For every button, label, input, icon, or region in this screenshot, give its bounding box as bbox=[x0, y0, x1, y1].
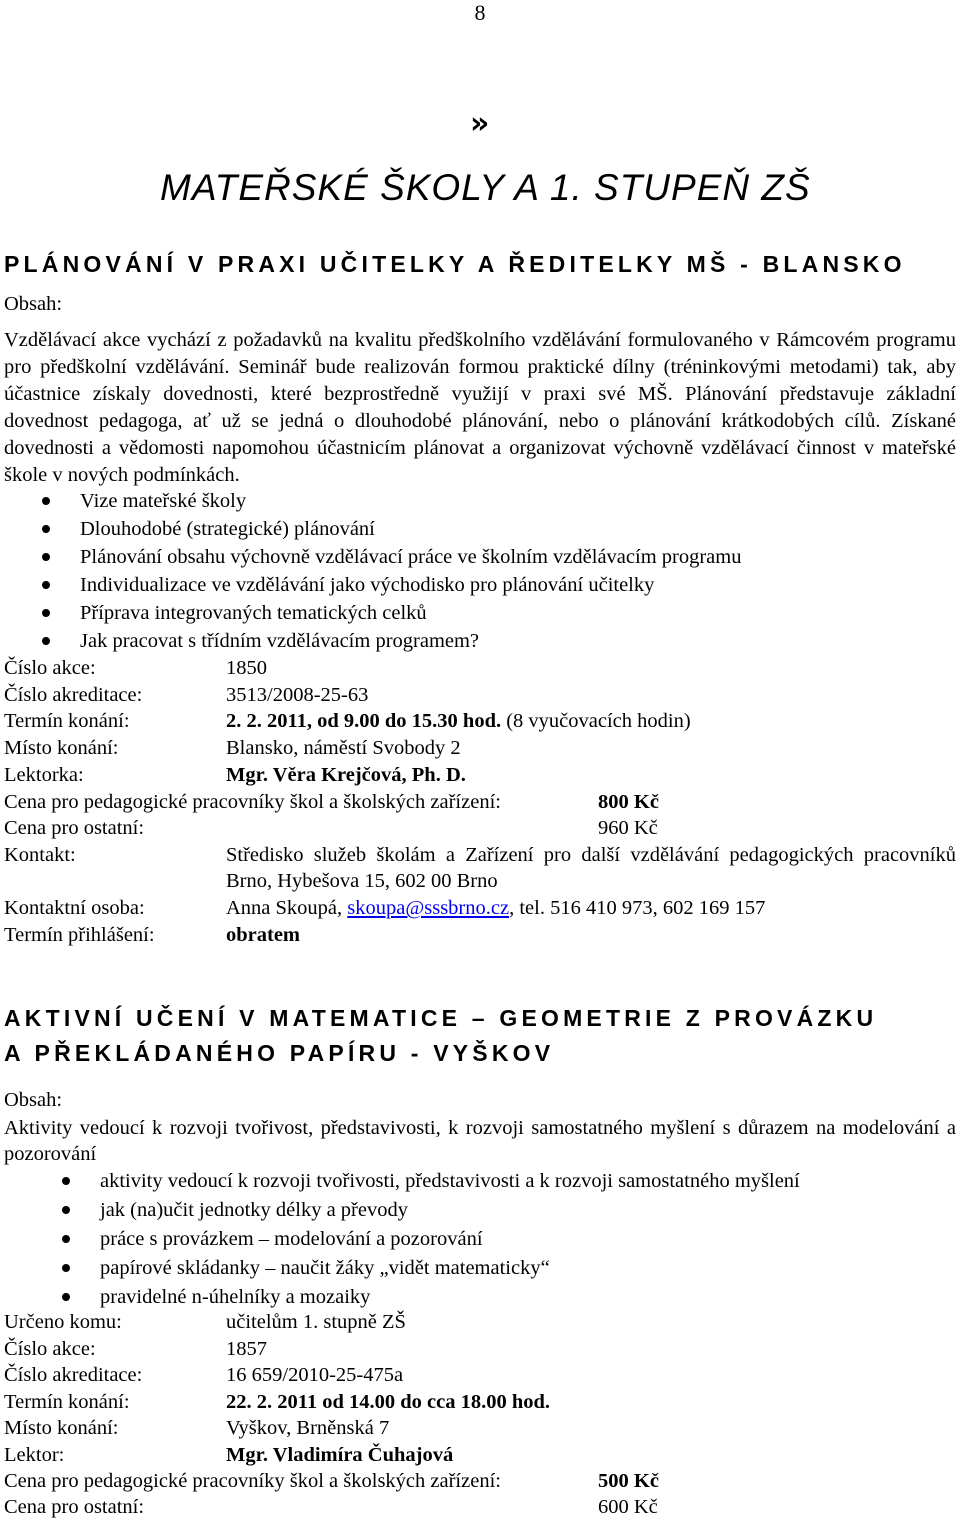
action-number-label: Číslo akce: bbox=[4, 1338, 96, 1360]
date-label: Termín konání: bbox=[4, 1391, 130, 1413]
price-other: 960 Kč bbox=[598, 817, 658, 839]
list-item: Plánování obsahu výchovně vzdělávací práce ve školním vzdělávacím programu bbox=[80, 546, 742, 568]
course2-description: Aktivity vedoucí k rozvoji tvořivost, představivosti, k rozvoji samostatného myšlení s důrazem na modelování a pozorování bbox=[4, 1117, 956, 1165]
accreditation-number: 16 659/2010-25-475a bbox=[226, 1364, 404, 1386]
list-item: Jak pracovat s třídním vzdělávacím programem? bbox=[80, 630, 480, 652]
course1-content-label: Obsah: bbox=[4, 293, 63, 315]
action-number: 1850 bbox=[226, 657, 267, 679]
price-ped-label: Cena pro pedagogické pracovníky škol a školských zařízení: bbox=[4, 1470, 501, 1492]
date-label: Termín konání: bbox=[4, 710, 130, 732]
bullet-icon bbox=[42, 581, 50, 589]
accreditation-number: 3513/2008-25-63 bbox=[226, 684, 369, 706]
contact-phone: , tel. 516 410 973, 602 169 157 bbox=[509, 897, 766, 919]
bullet-icon bbox=[62, 1206, 70, 1214]
place-label: Místo konání: bbox=[4, 737, 119, 759]
bullet-icon bbox=[42, 525, 50, 533]
bullet-icon bbox=[42, 553, 50, 561]
course2-title-line2: A PŘEKLÁDANÉHO PAPÍRU - VYŠKOV bbox=[4, 1040, 555, 1066]
lecturer-name: Mgr. Věra Krejčová, Ph. D. bbox=[226, 764, 466, 786]
action-number-label: Číslo akce: bbox=[4, 657, 96, 679]
bullet-icon bbox=[62, 1293, 70, 1301]
registration-value: obratem bbox=[226, 924, 301, 946]
place-value: Vyškov, Brněnská 7 bbox=[226, 1417, 390, 1439]
lecturer-name: Mgr. Vladimíra Čuhajová bbox=[226, 1444, 454, 1466]
action-number: 1857 bbox=[226, 1338, 267, 1360]
list-item: Vize mateřské školy bbox=[80, 490, 247, 512]
list-item: jak (na)učit jednotky délky a převody bbox=[100, 1199, 408, 1221]
list-item: aktivity vedoucí k rozvoji tvořivosti, představivosti a k rozvoji samostatného myšlení bbox=[100, 1170, 800, 1192]
double-arrow-icon: » bbox=[470, 106, 490, 141]
lecturer-label: Lektorka: bbox=[4, 764, 84, 786]
list-item: pravidelné n-úhelníky a mozaiky bbox=[100, 1286, 371, 1308]
audience-value: učitelům 1. stupně ZŠ bbox=[226, 1311, 406, 1333]
date-value: 22. 2. 2011 od 14.00 do cca 18.00 hod. bbox=[226, 1391, 551, 1413]
price-other-label: Cena pro ostatní: bbox=[4, 1496, 145, 1518]
date-value bbox=[226, 708, 691, 734]
accreditation-label: Číslo akreditace: bbox=[4, 684, 143, 706]
course1-title: PLÁNOVÁNÍ V PRAXI UČITELKY A ŘEDITELKY MŠ - BLANSKO bbox=[4, 251, 906, 277]
contact-address: Středisko služeb školám a Zařízení pro další vzdělávání pedagogických pracovníků Brno, Hybešova 15, 602 00 Brno bbox=[226, 844, 956, 892]
section-title: MATEŘSKÉ ŠKOLY A 1. STUPEŇ ZŠ bbox=[160, 167, 811, 208]
place-label: Místo konání: bbox=[4, 1417, 119, 1439]
list-item: Individualizace ve vzdělávání jako východisko pro plánování učitelky bbox=[80, 574, 655, 596]
contact-person bbox=[226, 895, 765, 921]
list-item: práce s provázkem – modelování a pozorování bbox=[100, 1228, 483, 1250]
list-item: Příprava integrovaných tematických celků bbox=[80, 602, 427, 624]
registration-label: Termín přihlášení: bbox=[4, 924, 155, 946]
price-ped: 500 Kč bbox=[598, 1470, 659, 1492]
bullet-icon bbox=[42, 609, 50, 617]
course1-description: Vzdělávací akce vychází z požadavků na kvalitu předškolního vzdělávání formulovaného v Rámcovém programu pro předškolní vzdělávání. Seminář bude realizován formou praktické dílny (tréninkovými metodami) tak, aby účastnice získaly dovednosti, které bezprostředně využijí v praxi své MŠ. Plánování představuje základní dovednost pedagoga, ať už se jedná o dlouhodobé plánování, nebo o plánování krátkodobých cílů. Získané dovednosti a vědomosti napomohou účastnicím plánovat a organizovat výchovně vzdělávací činnost v mateřské škole v nových podmínkách. bbox=[4, 329, 956, 486]
price-other: 600 Kč bbox=[598, 1496, 658, 1518]
bullet-icon bbox=[62, 1264, 70, 1272]
contact-person-label: Kontaktní osoba: bbox=[4, 897, 145, 919]
price-other-label: Cena pro ostatní: bbox=[4, 817, 145, 839]
course2-title-line1: AKTIVNÍ UČENÍ V MATEMATICE – GEOMETRIE Z PROVÁZKU bbox=[4, 1005, 878, 1031]
bullet-icon bbox=[42, 497, 50, 505]
price-ped: 800 Kč bbox=[598, 791, 659, 813]
accreditation-label: Číslo akreditace: bbox=[4, 1364, 143, 1386]
course2-content-label: Obsah: bbox=[4, 1089, 63, 1111]
bullet-icon bbox=[42, 637, 50, 645]
contact-email-link[interactable]: skoupa@sssbrno.cz bbox=[347, 897, 510, 919]
date-main: 2. 2. 2011, od 9.00 do 15.30 hod. bbox=[226, 710, 502, 732]
audience-label: Určeno komu: bbox=[4, 1311, 122, 1333]
page-number: 8 bbox=[474, 0, 486, 25]
bullet-icon bbox=[62, 1235, 70, 1243]
date-note: (8 vyučovacích hodin) bbox=[501, 710, 691, 732]
price-ped-label: Cena pro pedagogické pracovníky škol a školských zařízení: bbox=[4, 791, 501, 813]
list-item: Dlouhodobé (strategické) plánování bbox=[80, 518, 375, 540]
contact-person-name: Anna Skoupá, bbox=[226, 897, 348, 919]
bullet-icon bbox=[62, 1177, 70, 1185]
lecturer-label: Lektor: bbox=[4, 1444, 65, 1466]
list-item: papírové skládanky – naučit žáky „vidět matematicky“ bbox=[100, 1257, 550, 1279]
place-value: Blansko, náměstí Svobody 2 bbox=[226, 737, 461, 759]
contact-label: Kontakt: bbox=[4, 844, 76, 866]
